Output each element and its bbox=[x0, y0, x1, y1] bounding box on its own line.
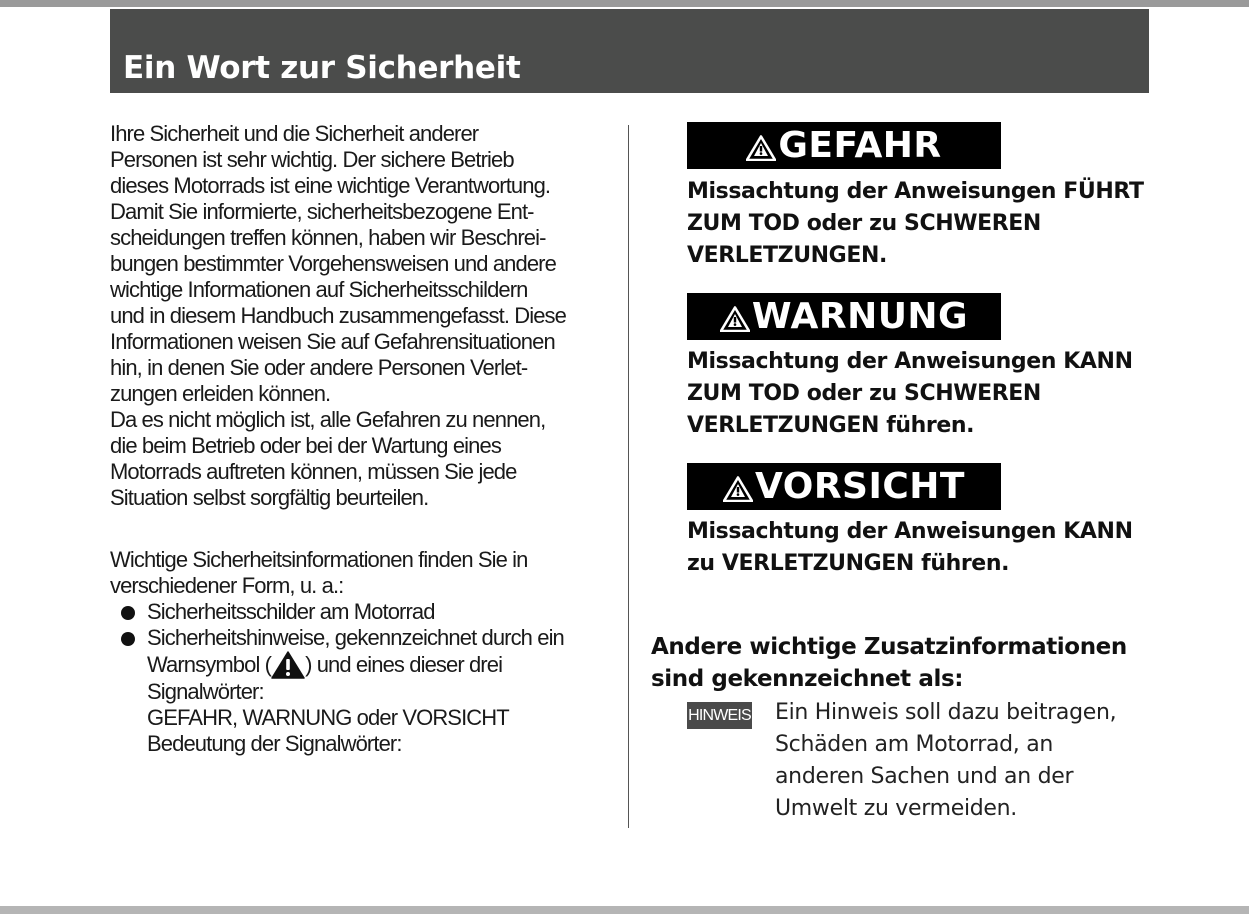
text-line: Missachtung der Anweisungen KANN bbox=[687, 349, 1133, 374]
text-line: bungen bestimmter Vorgehensweisen und andere bbox=[110, 251, 556, 276]
text-line: Damit Sie informierte, sicherheitsbezogene Ent- bbox=[110, 199, 534, 224]
page-title: Ein Wort zur Sicherheit bbox=[123, 50, 521, 86]
signal-vorsicht-description bbox=[687, 516, 1147, 580]
text-line: zu VERLETZUNGEN führen. bbox=[687, 551, 1010, 576]
bullet-text: Sicherheitshinweise, gekennzeichnet durch ein bbox=[147, 625, 564, 650]
left-column bbox=[110, 121, 615, 757]
signal-warnung-description bbox=[687, 346, 1147, 442]
intro-paragraph bbox=[110, 121, 615, 407]
text-line: hin, in denen Sie oder andere Personen Verlet- bbox=[110, 355, 528, 380]
text-line: VERLETZUNGEN führen. bbox=[687, 413, 975, 438]
bullet-text: Sicherheitsschilder am Motorrad bbox=[147, 599, 435, 624]
signal-vorsicht bbox=[687, 463, 1001, 510]
warning-triangle-icon bbox=[723, 476, 753, 502]
hinweis-badge: HINWEIS bbox=[687, 702, 752, 729]
text-line: dieses Motorrads ist eine wichtige Verantwortung. bbox=[110, 173, 551, 198]
signal-gefahr-description bbox=[687, 176, 1147, 272]
text-line: Ihre Sicherheit und die Sicherheit anderer bbox=[110, 121, 479, 146]
text-line: Missachtung der Anweisungen KANN bbox=[687, 519, 1133, 544]
list-item bbox=[110, 625, 615, 757]
text-line: sind gekennzeichnet als: bbox=[651, 666, 964, 692]
text-line: Wichtige Sicherheitsinformationen finden Sie in bbox=[110, 547, 528, 572]
bullet-dot-icon bbox=[121, 632, 135, 646]
signal-word: VORSICHT bbox=[755, 466, 965, 507]
bullet-text: Bedeutung der Signalwörter: bbox=[147, 731, 402, 756]
text-line: Motorrads auftreten können, müssen Sie jede bbox=[110, 459, 517, 484]
text-line: ZUM TOD oder zu SCHWEREN bbox=[687, 381, 1041, 406]
signal-word: WARNUNG bbox=[751, 296, 969, 337]
signal-warnung bbox=[687, 293, 1001, 340]
text-line: die beim Betrieb oder bei der Wartung eines bbox=[110, 433, 501, 458]
text-line: scheidungen treffen können, haben wir Beschrei- bbox=[110, 225, 546, 250]
text-line: Personen ist sehr wichtig. Der sichere Betrieb bbox=[110, 147, 514, 172]
hinweis-text bbox=[775, 697, 1145, 825]
warning-triangle-icon bbox=[720, 306, 750, 332]
text-line: Andere wichtige Zusatzinformationen bbox=[651, 634, 1127, 660]
text-line: wichtige Informationen auf Sicherheitsschildern bbox=[110, 277, 528, 302]
signal-word: GEFAHR bbox=[778, 125, 942, 166]
text-line: Informationen weisen Sie auf Gefahrensituationen bbox=[110, 329, 555, 354]
bullet-text: GEFAHR, WARNUNG oder VORSICHT bbox=[147, 705, 509, 730]
info-intro-paragraph bbox=[110, 547, 615, 599]
text-line: Da es nicht möglich ist, alle Gefahren zu nennen, bbox=[110, 407, 546, 432]
bottom-border bbox=[0, 906, 1249, 914]
text-line: zungen erleiden können. bbox=[110, 381, 331, 406]
bullet-dot-icon bbox=[121, 606, 135, 620]
column-divider bbox=[628, 125, 629, 828]
bullet-text: Warnsymbol ( bbox=[147, 652, 272, 677]
text-line: Missachtung der Anweisungen FÜHRT bbox=[687, 179, 1144, 204]
text-line: Schäden am Motorrad, an bbox=[775, 732, 1054, 757]
text-line: ZUM TOD oder zu SCHWEREN bbox=[687, 211, 1041, 236]
bullet-text: Signalwörter: bbox=[147, 679, 264, 704]
text-line: VERLETZUNGEN. bbox=[687, 243, 887, 268]
warning-triangle-icon bbox=[746, 135, 776, 161]
info-bullet-list bbox=[110, 599, 615, 757]
signal-gefahr bbox=[687, 122, 1001, 169]
bullet-text: ) und eines dieser drei bbox=[305, 652, 503, 677]
warning-triangle-icon bbox=[271, 651, 305, 679]
other-info-heading bbox=[651, 631, 1141, 695]
title-bar bbox=[110, 9, 1149, 93]
text-line: Umwelt zu vermeiden. bbox=[775, 796, 1018, 821]
text-line: Ein Hinweis soll dazu beitragen, bbox=[775, 700, 1117, 725]
text-line: und in diesem Handbuch zusammengefasst. Diese bbox=[110, 303, 566, 328]
text-line: anderen Sachen und an der bbox=[775, 764, 1074, 789]
caution-paragraph bbox=[110, 407, 615, 511]
top-border bbox=[0, 0, 1249, 7]
list-item bbox=[110, 599, 615, 625]
text-line: verschiedener Form, u. a.: bbox=[110, 573, 344, 598]
text-line: Situation selbst sorgfältig beurteilen. bbox=[110, 485, 429, 510]
